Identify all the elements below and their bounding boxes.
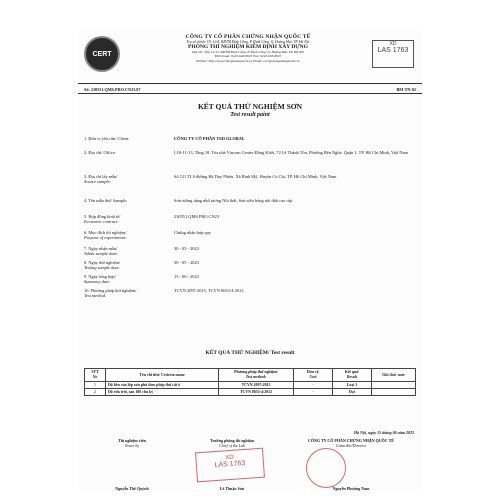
- signature-name: Nguyễn Phương Nam: [332, 486, 370, 491]
- field-value: 30 - 05 - 2023: [174, 246, 199, 251]
- lab-name: PHÒNG THÍ NGHIỆM KIỂM ĐỊNH XÂY DỰNG: [188, 44, 308, 50]
- signature-title: Thí nghiệm viên: [118, 438, 146, 443]
- signature-lab-chief: [182, 438, 282, 491]
- lab-contact: Điện thoại: 0243-640-8025 Fax: 0243-693-8025: [214, 54, 282, 59]
- col-note: Ghi chú/ note: [372, 369, 416, 382]
- field-label: 9. Ngày tổng hợp/ Summary date:: [84, 274, 116, 285]
- row-note: [372, 389, 416, 396]
- field-value: Chứng nhận hợp quy: [174, 230, 212, 235]
- document-header: [78, 30, 422, 82]
- signature-title: Trưởng phòng thí nghiệm: [210, 438, 254, 443]
- col-criteria: Tên chỉ tiêu/ Criteria name: [106, 369, 219, 382]
- lab-website: Website: http://www.chungnhanquocte.vn Email: cert@chungnhanquocte.vn: [196, 58, 300, 63]
- issue-date: Hà Nội, ngày 15 tháng 06 năm 2023: [353, 430, 414, 435]
- docno-divider: [78, 93, 422, 94]
- row-method: TCVN 2097:2015: [219, 382, 294, 389]
- las-xd-badge: [372, 40, 414, 68]
- signature-director: [284, 438, 418, 491]
- signature-name: Nguyễn Thế Quỳnh: [115, 486, 149, 491]
- document-page: [78, 30, 422, 490]
- field-label: 10. Phương pháp thử nghiệm/ Test method:: [84, 288, 137, 299]
- field-label: 1. Đơn vị yêu cầu/ Client:: [84, 136, 130, 141]
- results-table: [84, 368, 416, 396]
- organization-info: [128, 34, 368, 63]
- col-result: Kết quả/ Result: [333, 369, 372, 382]
- row-result: Loại 1: [333, 382, 372, 389]
- company-name: CÔNG TY CỔ PHẦN CHỨNG NHẬN QUỐC TẾ: [185, 34, 311, 40]
- row-unit: -: [294, 382, 333, 389]
- form-number: BM-TN-02: [396, 87, 416, 92]
- results-title: KẾT QUẢ THỬ NGHIỆM/ Test result: [205, 350, 295, 356]
- field-value: Sơn tường dạng nhũ tương Nội thất, Sơn siêu bóng nội thất cao cấp: [174, 198, 293, 203]
- company-seal: [306, 448, 346, 488]
- field-label: 5. Hợp đồng kinh tế/ Economic contract:: [84, 214, 121, 225]
- col-unit: Đơn vị/ Unit: [294, 369, 333, 382]
- field-label: 2. Địa chỉ/ Office:: [84, 150, 116, 155]
- signature-tester: [84, 438, 180, 491]
- field-value: L18-11-13, Tầng 18, Tòa nhà Vincom Center Đồng Khởi, 72 Lê Thánh Tôn, Phường Bến Nghé, Quận 1, TP. Hồ Chí Minh, Việt Nam: [174, 150, 408, 155]
- row-note: [372, 382, 416, 389]
- field-value: 30 - 05 - 2023: [174, 260, 199, 265]
- field-label: 7. Ngày nhận mẫu/ Admit sample date:: [84, 246, 119, 257]
- header-divider: [78, 83, 422, 84]
- report-title-en: Test result paint: [230, 112, 270, 118]
- field-value: TCVN 2097:2015, TCVN 8653-4:2012: [174, 288, 244, 293]
- cert-logo: [84, 36, 120, 72]
- row-stt: 1: [85, 382, 106, 389]
- field-value: 230551.QMS.PRO.CN23: [174, 214, 220, 219]
- col-stt: STT No: [85, 369, 106, 382]
- signature-name: Lê Thuận Sơn: [219, 486, 245, 491]
- row-method: TCVN 8653-4:2012: [219, 389, 294, 396]
- row-stt: 2: [85, 389, 106, 396]
- field-label: 4. Tên mẫu thử/ Sample:: [84, 198, 128, 203]
- row-unit: -: [294, 389, 333, 396]
- las-code: LAS 1763: [377, 47, 409, 54]
- lab-stamp: XD LAS 1763: [195, 448, 265, 483]
- table-header-row: [85, 369, 416, 382]
- signature-title-en: Tester by: [124, 443, 140, 448]
- field-value: CÔNG TY CỔ PHẦN TSD GLOBAL: [174, 136, 245, 141]
- col-method: Phương pháp thử nghiệm/ Test method:: [219, 369, 294, 382]
- row-criteria: Độ bền của lớp sơn phủ theo phép thử cắt ô: [106, 382, 219, 389]
- xd-label: XD: [389, 41, 397, 47]
- head-office-address: Trụ sở chính: C9, Lô 8, KĐTM Định Công, P. Định Công, Q. Hoàng Mai, TP. Hà Nội: [186, 40, 310, 44]
- lab-address: Địa chỉ: 429, Lô 12, KĐTM Định Công, P. Định Công, Q. Hoàng Mai, TP. Hà Nội: [192, 50, 304, 54]
- field-label: 6. Mục đích thí nghiệm/ Purpose of experiments:: [84, 230, 127, 241]
- document-number: Số: 230551.QMS.PRO.CN23.07: [84, 87, 141, 92]
- row-result: Đạt: [333, 389, 372, 396]
- field-value: 15 - 06 - 2023: [174, 274, 199, 279]
- signature-title-en: Giám đốc/Director: [335, 443, 367, 448]
- field-label: 8. Ngày thử nghiệm/ Testing sample date:: [84, 260, 121, 271]
- signature-title: CÔNG TY CỔ PHẦN CHỨNG NHẬN QUỐC TẾ: [308, 438, 394, 443]
- field-value: Số 121 TL9 đường Hà Duy Phiên, Xã Bình Mỹ, Huyện Củ Chi, TP. Hồ Chí Minh, Việt Nam: [174, 174, 337, 179]
- report-title: KẾT QUẢ THỬ NGHIỆM SƠN: [197, 102, 303, 111]
- table-row: [85, 382, 416, 389]
- logo-text: CERT: [92, 50, 112, 58]
- signature-title-en: Chief of the Lab: [219, 443, 245, 448]
- table-row: [85, 389, 416, 396]
- field-label: 3. Địa chỉ lấy mẫu/ Source sample:: [84, 174, 118, 185]
- row-criteria: Độ rửa trôi, sau 100 chu kỳ: [106, 389, 219, 396]
